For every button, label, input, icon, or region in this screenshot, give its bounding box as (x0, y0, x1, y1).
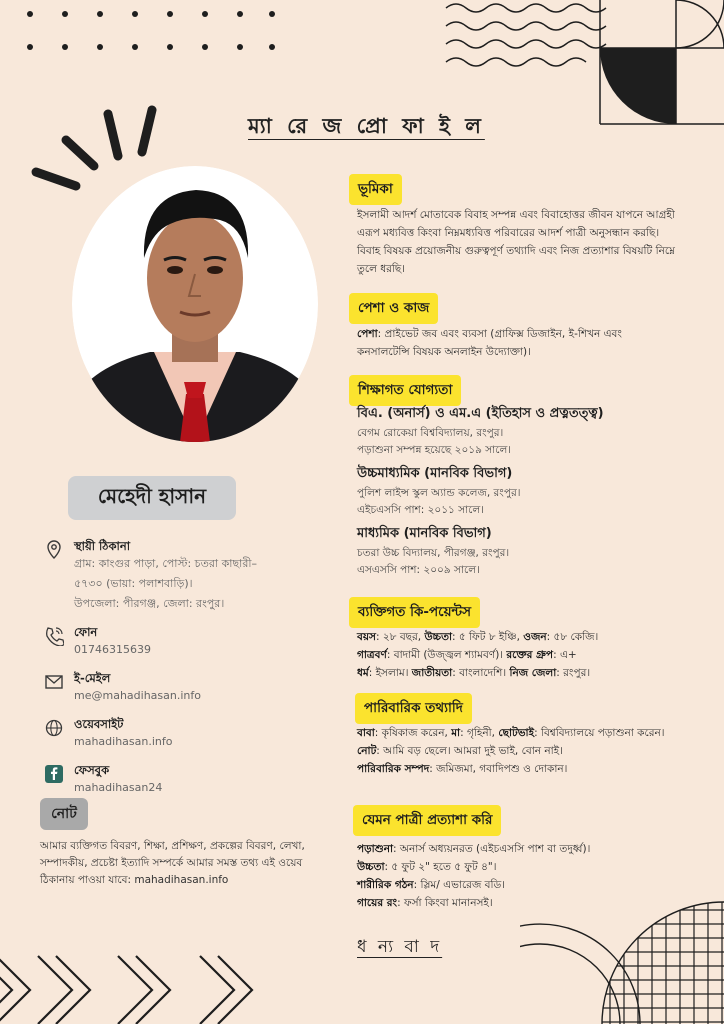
family-line (357, 742, 677, 760)
education-institution: চতরা উচ্চ বিদ্যালয়, পীরগঞ্জ, রংপুর। (357, 547, 510, 559)
exp-education-key: পড়াশুনা (357, 843, 394, 855)
personal-line (357, 628, 677, 646)
assets-key: পারিবারিক সম্পদ (357, 763, 430, 775)
email-item (44, 670, 304, 706)
address-line: ৫৭৩০ (ভায়া: পলাশবাড়ি)। (74, 577, 193, 590)
facebook-item (44, 762, 304, 798)
address-line: উপজেলা: পীরগঞ্জ, জেলা: রংপুর। (74, 597, 225, 610)
education-year: এসএসসি পাশ: ২০০৯ সালে। (357, 564, 480, 576)
facebook-handle[interactable]: mahadihasan24 (74, 781, 163, 794)
father-key: বাবা (357, 727, 375, 739)
exp-color-key: গায়ের রং (357, 897, 398, 909)
profession-value: : প্রাইভেট জব এবং ব্যবসা (গ্রাফিক্স ডিজাইন, ই-শিখন এবং কনসালটেন্সি বিষয়ক অনলাইন উদ্যোক্তা)। (357, 328, 622, 358)
decorative-geometric-top (444, 0, 724, 130)
profile-photo (72, 166, 318, 442)
education-item (357, 403, 677, 459)
religion-value: : ইসলাম। (368, 667, 412, 679)
education-institution: বেগম রোকেয়া বিশ্ববিদ্যালয়, রংপুর। (357, 427, 504, 439)
address-item (44, 538, 304, 614)
education-institution: পুলিশ লাইন্স স্কুল অ্যান্ড কলেজ, রংপুর। (357, 487, 521, 499)
website-url[interactable]: mahadihasan.info (74, 735, 173, 748)
height-value: : ৫ ফিট ৮ ইঞ্চি, (452, 631, 524, 643)
mother-key: মা (451, 727, 461, 739)
section-label-intro: ভূমিকা (349, 174, 402, 205)
facebook-label: ফেসবুক (74, 763, 110, 777)
blood-group-value: : এ+ (553, 649, 577, 661)
email-address[interactable]: me@mahadihasan.info (74, 689, 201, 702)
thanks-text: ধ ন্য বা দ (357, 937, 443, 957)
decorative-geometric-bottom (520, 880, 724, 1024)
decorative-dots (26, 10, 286, 55)
personal-line (357, 646, 677, 664)
district-key: নিজ জেলা (509, 667, 557, 679)
section-label-personal: ব্যক্তিগত কি-পয়েন্টস (349, 597, 480, 628)
contact-section (44, 538, 304, 808)
exp-height-value: : ৫ ফুট ২" হতে ৫ ফুট ৪"। (384, 861, 497, 873)
exp-education-value: : অনার্স অধ্যয়নরত (এইচএসসি পাশ বা তদুর্ধ্ব)। (393, 843, 591, 855)
address-label: স্থায়ী ঠিকানা (74, 539, 131, 553)
email-label: ই-মেইল (74, 671, 111, 685)
profession-key: পেশা (357, 328, 378, 340)
section-label-profession: পেশা ও কাজ (349, 293, 438, 324)
education-title: উচ্চমাধ্যমিক (মানবিক বিভাগ) (357, 466, 513, 481)
section-label-family: পারিবারিক তথ্যাদি (355, 693, 472, 724)
education-list (357, 403, 677, 579)
note-text: আমার ব্যক্তিগত বিবরণ, শিক্ষা, প্রশিক্ষণ, প্রকল্পের বিবরণ, লেখা, সম্পাদকীয়, প্রচেষ্টা ইত্যাদি সম্পর্কে আমার সমস্ত তথ্য এই ওয়েব ঠিকানায় পাওয়া যাবে: mahadihasan.info (40, 840, 305, 886)
phone-item (44, 624, 304, 660)
intro-text: ইসলামী আদর্শ মোতাবেক বিবাহ সম্পন্ন এবং বিবাহোত্তর জীবন যাপনে আগ্রহী এরূপ মধ্যবিত্ত কিংবা নিম্নমধ্যবিত্ত পরিবারের আদর্শ পাত্রী অনুসন্ধান করছি। বিবাহ বিষয়ক প্রয়োজনীয় গুরুত্বপূর্ণ তথ্যাদি এবং নিজ প্রত্যাশার বিষয়টি নিম্নে তুলে ধরছি। (357, 209, 675, 275)
section-label-education: শিক্ষাগত যোগ্যতা (349, 375, 461, 406)
mother-value: : গৃহিনী, (460, 727, 499, 739)
personal-line (357, 664, 677, 682)
height-key: উচ্চতা (424, 631, 453, 643)
family-note-key: নোট (357, 745, 377, 757)
website-item (44, 716, 304, 752)
district-value: : রংপুর। (556, 667, 591, 679)
family-details (357, 724, 677, 778)
location-pin-icon (44, 540, 64, 560)
exp-body-key: শারীরিক গঠন (357, 879, 414, 891)
globe-icon (44, 718, 64, 738)
weight-value: : ৫৮ কেজি। (546, 631, 599, 643)
phone-number[interactable]: 01746315639 (74, 643, 151, 656)
education-item (357, 523, 677, 579)
address-line: গ্রাম: কাংগুর পাড়া, পোস্ট: চতরা কাছারী– (74, 557, 258, 570)
assets-value: : জমিজমা, গবাদিপশু ও দোকান। (429, 763, 568, 775)
personal-details (357, 628, 677, 682)
exp-body-value: : স্লিম/ এভারেজ বডি। (413, 879, 506, 891)
phone-label: ফোন (74, 625, 98, 639)
religion-key: ধর্ম (357, 667, 369, 679)
education-year: এইচএসসি পাশ: ২০১১ সালে। (357, 504, 484, 516)
family-line (357, 724, 677, 742)
family-note-value: : আমি বড় ছেলে। আমরা দুই ভাই, বোন নাই। (376, 745, 563, 757)
exp-color-value: : ফর্সা কিংবা মানানসই। (397, 897, 493, 909)
education-title: মাধ্যমিক (মানবিক বিভাগ) (357, 526, 492, 541)
expectation-line (357, 840, 677, 858)
nationality-value: : বাংলাদেশি। (452, 667, 510, 679)
brother-key: ছোটভাই (498, 727, 535, 739)
father-value: : কৃষিকাজ করেন, (374, 727, 452, 739)
exp-height-key: উচ্চতা (357, 861, 385, 873)
nationality-key: জাতীয়তা (411, 667, 453, 679)
age-value: : ২৮ বছর, (375, 631, 425, 643)
phone-icon (44, 626, 64, 646)
section-label-expectation: যেমন পাত্রী প্রত্যাশা করি (353, 805, 501, 836)
portrait-illustration (72, 166, 318, 442)
envelope-icon (44, 672, 64, 692)
complexion-value: : বাদামী (উজ্জ্বল শ্যামবর্ণ)। (386, 649, 507, 661)
website-label: ওয়েবসাইট (74, 717, 124, 731)
profession-text (357, 325, 677, 361)
weight-key: ওজন (523, 631, 547, 643)
education-title: বিএ. (অনার্স) ও এম.এ (ইতিহাস ও প্রত্নতত্ত্ব) (357, 406, 604, 421)
name-badge: মেহেদী হাসান (68, 476, 236, 520)
expectation-line (357, 858, 677, 876)
complexion-key: গাত্রবর্ণ (357, 649, 387, 661)
family-line (357, 760, 677, 778)
decorative-chevrons (0, 948, 300, 1024)
brother-value: : বিশ্ববিদ্যালয়ে পড়াশুনা করেন। (534, 727, 665, 739)
education-year: পড়াশুনা সম্পন্ন হয়েছে ২০১৯ সালে। (357, 444, 512, 456)
page-title: ম্যা রে জ প্রো ফা ই ল (248, 114, 485, 138)
facebook-icon (44, 764, 64, 784)
age-key: বয়স (357, 631, 376, 643)
note-badge: নোট (40, 798, 88, 830)
blood-group-key: রক্তের গ্রুপ (506, 649, 554, 661)
education-item (357, 463, 677, 519)
